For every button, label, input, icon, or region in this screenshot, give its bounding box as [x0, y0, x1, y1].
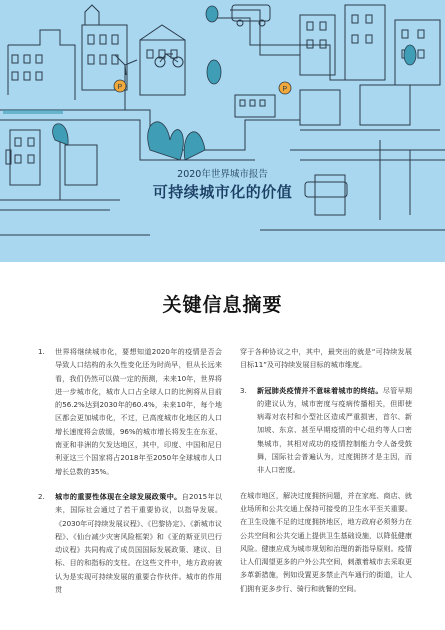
continued-text: 穿于各种协议之中，其中，最突出的就是“可持续发展目标11”及可持续发展目标的城市维度。	[240, 347, 412, 370]
item-number: 3.	[240, 385, 247, 395]
item-text: 自2015年以来，国际社会通过了若干重要协议，以指导发展。《2030年可持续发展议程》、《巴黎协定》、《新城市议程》、《仙台减少灾害风险框架》和《亚的斯亚贝巴行动议程》共同构成了成员国国际发展政策、建议、目标、目的和指标的支柱。在这些文件中，地方政府被认为是实现可持续发展的重要合作伙伴。城市的作用贯	[55, 491, 223, 595]
item-number: 2.	[38, 491, 45, 501]
svg-text:P: P	[282, 86, 288, 93]
paragraph: 在城市地区，解决过度拥挤问题，并在家庭、商店、就业场所和公共交通上保持可接受的卫生水平至关重要。在卫生设施不足的过度拥挤地区，地方政府必须努力在公共空间和公共交通上提供卫生基础设施，以降低健康风险。健康应成为城市规划和治理的新指导原则。疫情让人们渴望更多的户外公共空间，刺激着城市去采取更多革新措施，例如设置更多禁止汽车通行的街道，让人们拥有更多步行、骑行和就餐的空间。	[240, 490, 412, 593]
report-subtitle: 2020年世界城市报告	[177, 169, 268, 180]
item-lead: 新冠肺炎疫情并不意味着城市的终结。	[257, 385, 383, 395]
left-column	[38, 345, 222, 608]
report-title: 可持续城市化的价值	[152, 183, 293, 201]
item-text: 世界将继续城市化，要想知道2020年的疫情是否会导致人口结构的永久性变化还为时尚早，但从长远来看，我们仍然可以做一定的预测，未来10年，世界将进一步城市化，城市人口占全球人口的比例将从目前的56.2%达到2030年的60.4%，未来10年，每个地区都会更加城市化，不过，已高度城市化地区的人口增长速度将会放缓，96%的城市增长将发生在东亚、南亚和非洲的欠发达地区，其中，印度、中国和尼日利亚这三个国家将占2018年至2050年全球城市人口增长总数的35%。	[55, 347, 222, 476]
list-item	[38, 490, 222, 596]
item-number: 1.	[38, 347, 45, 356]
svg-text:P: P	[117, 84, 123, 91]
parking-sign-icon	[114, 80, 291, 94]
right-column	[240, 345, 412, 607]
list-item	[240, 384, 412, 477]
item-lead: 城市的重要性体现在全球发展政策中。	[55, 491, 182, 501]
city-line-art	[0, 0, 445, 262]
item-text: 尽管早期的建议认为，城市密度与疫病传播相关，但即使病毒对农村和小型社区造成严重损害，首尔、新加坡、东京、甚至早期疫情的中心纽约等人口密集城市，其相对成功的疫情控制能力令人备受鼓舞，国际社会普遍认为，过度拥挤才是主因，而非人口密度。	[257, 385, 413, 475]
cover-illustration	[0, 0, 445, 262]
section-heading: 关键信息摘要	[162, 294, 283, 316]
tree-icon	[53, 6, 416, 160]
list-item	[38, 345, 222, 478]
